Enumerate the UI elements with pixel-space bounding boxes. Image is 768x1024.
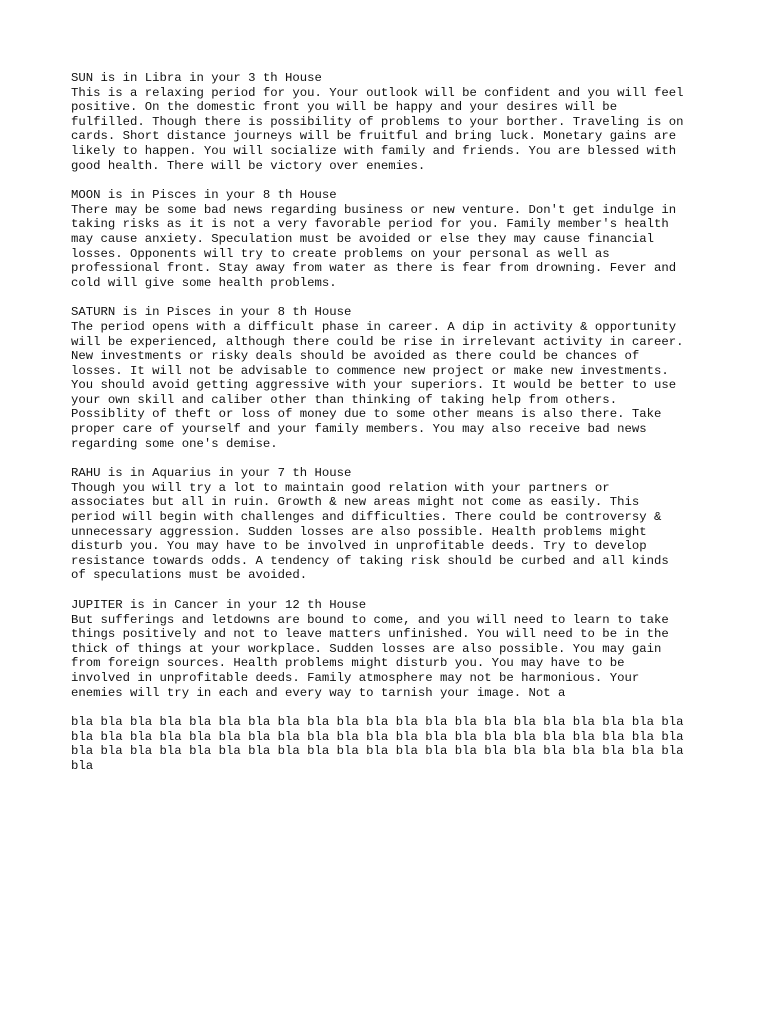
section-title: SUN is in Libra in your 3 th House — [71, 71, 322, 85]
section-title: MOON is in Pisces in your 8 th House — [71, 188, 337, 203]
moon-section — [71, 188, 711, 290]
section-body: But sufferings and letdowns are bound to come, and you will need to learn to take things positively and not to leave matters unfinished. You will need to be in the thick of things at your workplace. Sudden losses are also possible. You may gain from foreign sources. Health problems might disturb you. You may have to be involved in unprofitable deeds. Family atmosphere may not be harmonious. Your enemies will try in each and every way to tarnish your image. Not a — [71, 612, 669, 700]
section-body: This is a relaxing period for you. Your outlook will be confident and you will feel positive. On the domestic front you will be happy and your desires will be fulfilled. Though there is possibility of problems to your borther. Traveling is on cards. Short distance journeys will be fruitful and bring luck. Monetary gains are likely to happen. You will socialize with family and friends. You are blessed with good health. There will be victory over enemies. — [71, 85, 684, 173]
section-title: SATURN is in Pisces in your 8 th House — [71, 305, 352, 320]
saturn-section — [71, 305, 711, 451]
section-title: JUPITER is in Cancer in your 12 th House — [71, 598, 367, 612]
rahu-section — [71, 466, 711, 583]
section-body: There may be some bad news regarding business or new venture. Don't get indulge in taking risks as it is not a very favorable period for you. Family member's health may cause anxiety. Speculation must be avoided or else they may cause financial losses. Opponents will try to create problems on your personal as well as professional front. Stay away from water as there is fear from drowning. Fever and cold will give some health problems. — [71, 202, 677, 290]
jupiter-section — [71, 598, 711, 700]
sun-section — [71, 71, 711, 173]
filler-text: bla bla bla bla bla bla bla bla bla bla bla bla bla bla bla bla bla bla bla bla bla bla bla bla bla bla bla bla bla bla bla bla bla bla bla bla bla bla bla bla bla bla bla bla bla bla bla bla bla bla bla bla bla bla bla bla bla bla bla bla bla bla bla bla — [71, 715, 684, 773]
section-body: Though you will try a lot to maintain good relation with your partners or associates but all in ruin. Growth & new areas might not come as easily. This period will begin with challenges and difficulties. There could be controversy & unnecessary aggression. Sudden losses are also possible. Health problems might disturb you. You may have to be involved in unprofitable deeds. Try to develop resistance towards odds. A tendency of taking risk should be curbed and all kinds of speculations must be avoided. — [71, 480, 669, 583]
section-body: The period opens with a difficult phase in career. A dip in activity & opportunity will be experienced, although there could be rise in irrelevant activity in career. New investments or risky deals should be avoided as there could be chances of losses. It will not be advisable to commence new project or make new investments. You should avoid getting aggressive with your superiors. It would be better to use your own skill and caliber other than thinking of taking help from others. Possiblity of theft or loss of money due to some other means is also there. Take proper care of yourself and your family members. You may also receive bad news regarding some one's demise. — [71, 319, 684, 451]
section-title: RAHU is in Aquarius in your 7 th House — [71, 466, 352, 481]
document-page — [71, 71, 711, 774]
